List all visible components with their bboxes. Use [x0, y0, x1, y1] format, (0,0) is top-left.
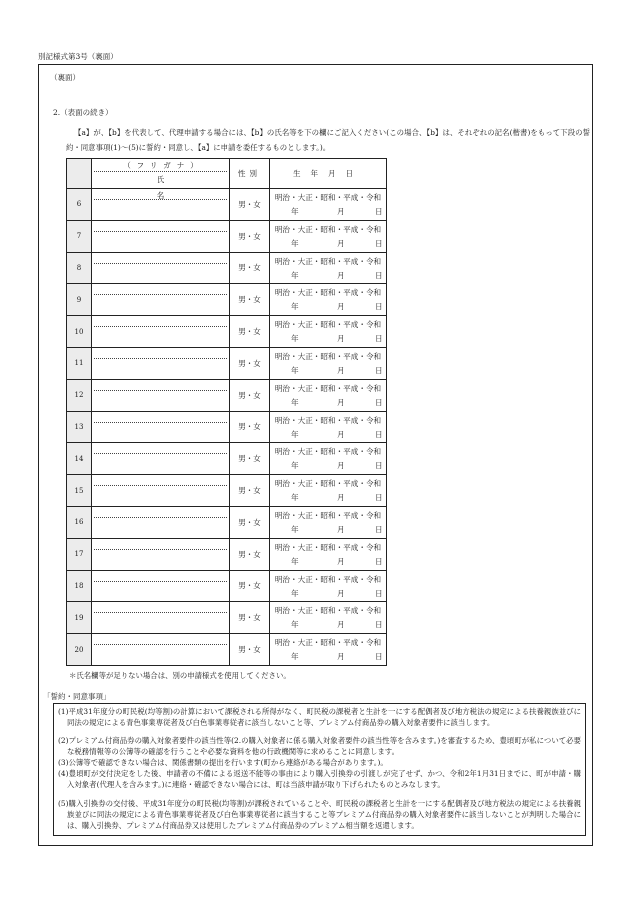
row-number: 12	[67, 379, 92, 411]
month-unit: 月	[337, 620, 345, 630]
birthdate-cell	[270, 570, 387, 602]
row-number: 20	[67, 634, 92, 666]
header-row	[67, 159, 387, 189]
pledge-item-text: プレミアム付商品券の購入対象者要件の該当性等(2.の購入対象者に係る購入対象者要件の該当性等を含みます。)を審査するため、豊頃町が私について必要な税務情報等の公簿等の確認を行うことや必要な資料を他の行政機関等に求めることに同意します。	[67, 736, 581, 756]
pledge-item-text: 購入引換券の交付後、平成31年度分の町民税(均等割)が課税されていることや、町民税の課税者と生計を一にする配偶者及び地方税法の規定による扶養親族並びに同法の規定による青色事業専従者及び白色事業専従者に該当すること等プレミアム付商品券の購入対象者要件に該当しないことが判明した場合には、購入引換券、プレミアム付商品券又は使用したプレミアム付商品券のプレミアム相当額を返還します。	[67, 799, 581, 830]
furigana-field	[94, 443, 227, 454]
pledge-box	[53, 703, 586, 836]
applicant-row	[67, 189, 387, 221]
pledge-item	[58, 768, 581, 790]
era-options: 明治・大正・昭和・平成・令和	[274, 479, 382, 489]
name-cell	[92, 602, 230, 634]
applicant-table	[66, 158, 387, 666]
pledge-item-number: (2)	[58, 736, 69, 745]
date-units	[270, 331, 386, 346]
gender-options: 男・女	[230, 506, 270, 538]
month-unit: 月	[337, 461, 345, 471]
name-cell	[92, 220, 230, 252]
era-options: 明治・大正・昭和・平成・令和	[274, 193, 382, 202]
era-options: 明治・大正・昭和・平成・令和	[274, 320, 382, 330]
row-number: 17	[67, 538, 92, 570]
era-options: 明治・大正・昭和・平成・令和	[274, 383, 382, 393]
furigana-field	[94, 412, 227, 423]
applicant-row	[67, 538, 387, 570]
furigana-field	[94, 539, 227, 550]
header-name-cell	[92, 159, 230, 200]
name-cell	[92, 506, 230, 538]
pledge-item-number: (4)	[58, 769, 69, 778]
name-cell	[92, 443, 230, 475]
birthdate-cell	[270, 316, 387, 348]
pledge-item-number: (5)	[58, 799, 69, 808]
header-number-cell	[67, 159, 92, 189]
year-unit: 年	[291, 461, 299, 471]
date-units	[270, 363, 386, 378]
row-number: 18	[67, 570, 92, 602]
furigana-field	[94, 380, 227, 391]
date-units	[270, 299, 386, 314]
pledge-item-text: 豊頃町が交付決定をした後、申請者の不備による返送不能等の事由により購入引換券の引渡しが完了せず、かつ、令和2年1月31日までに、町が申請・購入対象者(代理人を含みます。)に連絡・確認できない場合には、町は当該申請が取り下げられたものとみなします。	[67, 769, 581, 789]
birthdate-cell	[270, 634, 387, 666]
day-unit: 日	[375, 238, 383, 248]
gender-options: 男・女	[230, 570, 270, 602]
applicant-row	[67, 316, 387, 348]
header-name: 氏名	[156, 174, 217, 200]
gender-options: 男・女	[230, 347, 270, 379]
date-units	[270, 554, 386, 569]
gender-options: 男・女	[230, 379, 270, 411]
month-unit: 月	[337, 429, 345, 439]
year-unit: 年	[291, 524, 299, 534]
gender-options: 男・女	[230, 316, 270, 348]
applicant-row	[67, 220, 387, 252]
name-cell	[92, 538, 230, 570]
name-cell	[92, 411, 230, 443]
header-furigana: （フリガナ）	[94, 160, 227, 172]
furigana-field	[94, 253, 227, 264]
day-unit: 日	[375, 429, 383, 439]
day-unit: 日	[375, 270, 383, 280]
month-unit: 月	[337, 493, 345, 503]
birthdate-cell	[270, 475, 387, 507]
row-number: 8	[67, 252, 92, 284]
name-cell	[92, 284, 230, 316]
gender-options: 男・女	[230, 443, 270, 475]
name-cell	[92, 570, 230, 602]
year-unit: 年	[291, 302, 299, 312]
year-unit: 年	[291, 397, 299, 407]
gender-options: 男・女	[230, 411, 270, 443]
month-unit: 月	[337, 207, 345, 216]
day-unit: 日	[375, 302, 383, 312]
row-number: 6	[67, 189, 92, 221]
row-number: 7	[67, 220, 92, 252]
row-number: 10	[67, 316, 92, 348]
birthdate-cell	[270, 443, 387, 475]
month-unit: 月	[337, 238, 345, 248]
gender-options: 男・女	[230, 189, 270, 221]
year-unit: 年	[291, 207, 299, 216]
date-units	[270, 458, 386, 473]
row-number: 11	[67, 347, 92, 379]
pledge-item-number: (1)	[58, 707, 69, 716]
year-unit: 年	[291, 365, 299, 375]
era-options: 明治・大正・昭和・平成・令和	[274, 351, 382, 361]
applicant-row	[67, 379, 387, 411]
month-unit: 月	[337, 524, 345, 534]
form-outer-box	[38, 64, 593, 846]
month-unit: 月	[337, 334, 345, 344]
date-units	[270, 522, 386, 537]
date-units	[270, 427, 386, 442]
year-unit: 年	[291, 429, 299, 439]
day-unit: 日	[375, 334, 383, 344]
era-options: 明治・大正・昭和・平成・令和	[274, 510, 382, 520]
birthdate-cell	[270, 602, 387, 634]
furigana-field	[94, 316, 227, 327]
day-unit: 日	[375, 524, 383, 534]
furigana-field	[94, 507, 227, 518]
name-cell	[92, 379, 230, 411]
furigana-field	[94, 284, 227, 295]
applicant-row	[67, 602, 387, 634]
pledge-item	[58, 798, 581, 831]
pledge-item-text: 平成31年度分の町民税(均等割)の計算において課税される所得がなく、町民税の課税者と生計を一にする配偶者及び地方税法の規定による扶養親族並びに同法の規定による青色事業専従者及び白色事業専従者に該当しないこと等、プレミアム付商品券の購入対象者要件に該当します。	[67, 707, 581, 727]
name-cell	[92, 475, 230, 507]
furigana-field	[94, 634, 227, 645]
gender-options: 男・女	[230, 220, 270, 252]
month-unit: 月	[337, 397, 345, 407]
furigana-field	[94, 348, 227, 359]
applicant-table-body	[67, 189, 387, 666]
year-unit: 年	[291, 334, 299, 344]
era-options: 明治・大正・昭和・平成・令和	[274, 606, 382, 616]
pledge-item	[58, 706, 581, 728]
year-unit: 年	[291, 270, 299, 280]
date-units	[270, 268, 386, 283]
row-number: 15	[67, 475, 92, 507]
year-unit: 年	[291, 620, 299, 630]
row-number: 9	[67, 284, 92, 316]
day-unit: 日	[375, 207, 383, 216]
birthdate-cell	[270, 220, 387, 252]
proxy-instruction: 【a】が、【b】を代表して、代理申請する場合には、【b】の氏名等を下の欄にご記入ください(この場合、【b】は、それぞれの記名(楷書)をもって下段の誓約・同意事項(1)～(5)に誓約・同意し、【a】に申請を委任するものとします。)。	[66, 128, 590, 152]
furigana-field	[94, 602, 227, 613]
day-unit: 日	[375, 365, 383, 375]
month-unit: 月	[337, 556, 345, 566]
row-number: 14	[67, 443, 92, 475]
era-options: 明治・大正・昭和・平成・令和	[274, 415, 382, 425]
row-number: 13	[67, 411, 92, 443]
pledge-item	[58, 757, 581, 768]
furigana-field	[94, 571, 227, 582]
day-unit: 日	[375, 588, 383, 598]
month-unit: 月	[337, 365, 345, 375]
era-options: 明治・大正・昭和・平成・令和	[274, 288, 382, 298]
pledge-heading: 「誓約・同意事項」	[43, 692, 111, 701]
era-options: 明治・大正・昭和・平成・令和	[274, 447, 382, 457]
month-unit: 月	[337, 588, 345, 598]
overflow-note: ＊氏名欄等が足りない場合は、別の申請様式を使用してください。	[69, 671, 291, 680]
day-unit: 日	[375, 620, 383, 630]
applicant-row	[67, 284, 387, 316]
page-label: （裏面）	[50, 73, 80, 82]
year-unit: 年	[291, 652, 299, 662]
year-unit: 年	[291, 556, 299, 566]
name-cell	[92, 634, 230, 666]
day-unit: 日	[375, 556, 383, 566]
year-unit: 年	[291, 493, 299, 503]
date-units	[270, 395, 386, 410]
birthdate-cell	[270, 252, 387, 284]
date-units	[270, 204, 386, 219]
gender-options: 男・女	[230, 284, 270, 316]
day-unit: 日	[375, 652, 383, 662]
birthdate-cell	[270, 284, 387, 316]
day-unit: 日	[375, 461, 383, 471]
date-units	[270, 649, 386, 664]
year-unit: 年	[291, 238, 299, 248]
birthdate-cell	[270, 347, 387, 379]
gender-options: 男・女	[230, 252, 270, 284]
date-units	[270, 617, 386, 632]
applicant-row	[67, 570, 387, 602]
furigana-field	[94, 475, 227, 486]
birthdate-cell	[270, 506, 387, 538]
date-units	[270, 236, 386, 251]
applicant-row	[67, 475, 387, 507]
applicant-row	[67, 252, 387, 284]
month-unit: 月	[337, 270, 345, 280]
header-birthdate: 生年月日	[270, 159, 387, 189]
applicant-row	[67, 634, 387, 666]
date-units	[270, 586, 386, 601]
furigana-field	[94, 221, 227, 232]
day-unit: 日	[375, 493, 383, 503]
year-unit: 年	[291, 588, 299, 598]
name-cell	[92, 252, 230, 284]
birthdate-cell	[270, 411, 387, 443]
gender-options: 男・女	[230, 602, 270, 634]
birthdate-cell	[270, 189, 387, 221]
era-options: 明治・大正・昭和・平成・令和	[274, 256, 382, 266]
month-unit: 月	[337, 652, 345, 662]
section-title: 2.（表面の続き）	[53, 108, 113, 117]
gender-options: 男・女	[230, 538, 270, 570]
gender-options: 男・女	[230, 634, 270, 666]
pledge-item	[58, 735, 581, 757]
name-cell	[92, 347, 230, 379]
applicant-row	[67, 411, 387, 443]
header-gender: 性別	[230, 159, 270, 189]
row-number: 19	[67, 602, 92, 634]
birthdate-cell	[270, 379, 387, 411]
gender-options: 男・女	[230, 475, 270, 507]
date-units	[270, 490, 386, 505]
month-unit: 月	[337, 302, 345, 312]
form-number: 別記様式第3号（裏面）	[38, 52, 118, 61]
applicant-row	[67, 347, 387, 379]
era-options: 明治・大正・昭和・平成・令和	[274, 638, 382, 648]
era-options: 明治・大正・昭和・平成・令和	[274, 224, 382, 234]
applicant-row	[67, 506, 387, 538]
birthdate-cell	[270, 538, 387, 570]
day-unit: 日	[375, 397, 383, 407]
pledge-item-text: 公簿等で確認できない場合は、関係書類の提出を行います(町から連絡がある場合があります。)。	[68, 758, 388, 767]
applicant-row	[67, 443, 387, 475]
era-options: 明治・大正・昭和・平成・令和	[274, 574, 382, 584]
era-options: 明治・大正・昭和・平成・令和	[274, 542, 382, 552]
row-number: 16	[67, 506, 92, 538]
name-cell	[92, 316, 230, 348]
pledge-item-number: (3)	[58, 758, 69, 767]
